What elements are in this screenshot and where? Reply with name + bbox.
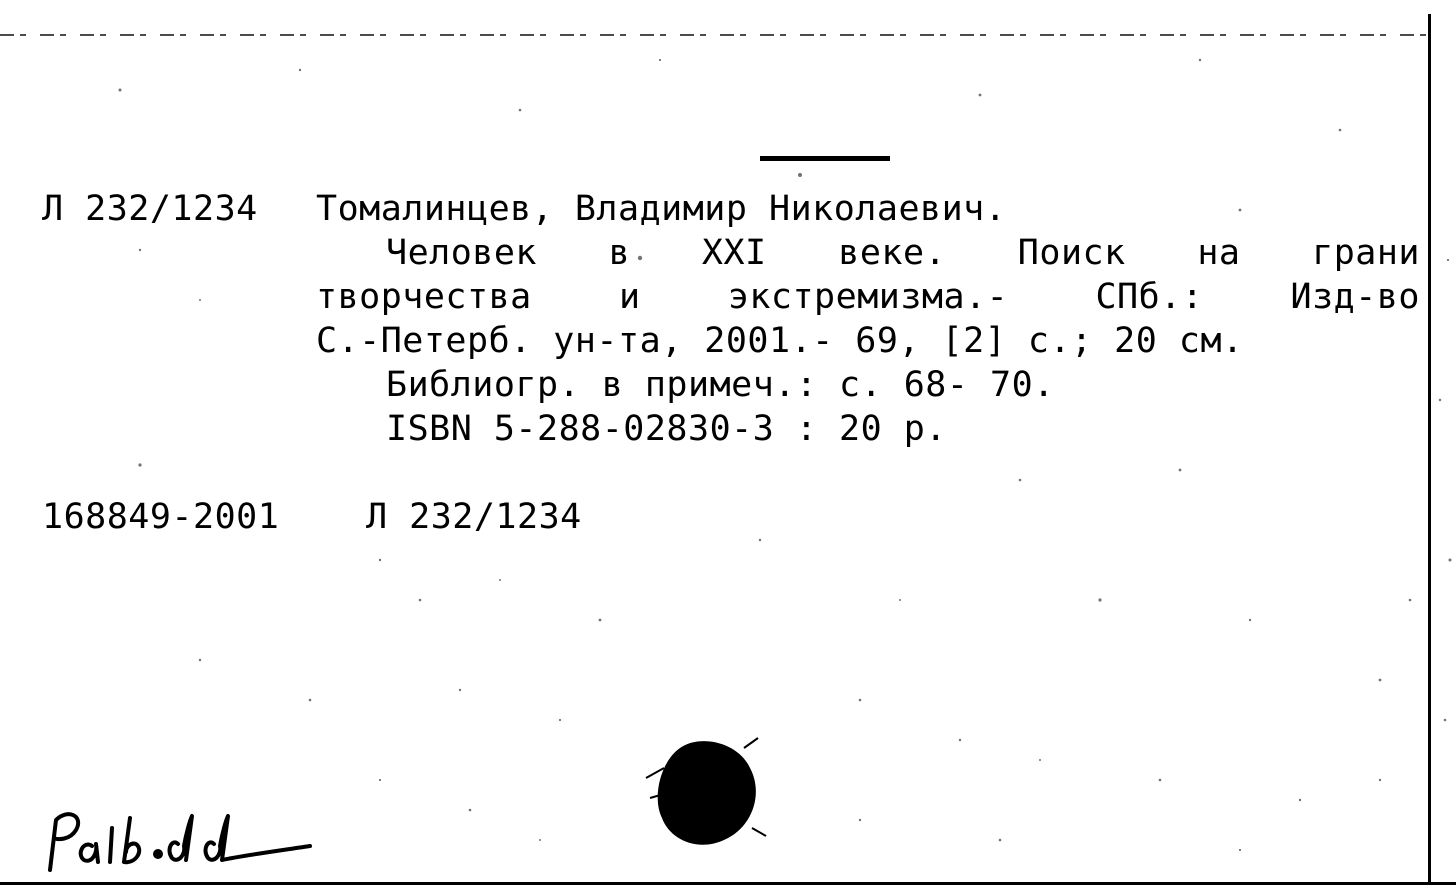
title-word: экстремизма.- xyxy=(727,277,1009,317)
title-word: СПб.: xyxy=(1095,277,1204,317)
title-word: грани xyxy=(1312,233,1420,273)
bottom-border xyxy=(0,882,1456,885)
title-line-2 xyxy=(316,277,1420,317)
publication-line: С.-Петерб. ун-та, 2001.- 69, [2] с.; 20 см. xyxy=(316,321,1244,361)
title-word: Человек xyxy=(386,233,538,273)
title-line-1 xyxy=(386,233,1420,273)
shelfmark: Л 232/1234 xyxy=(42,189,258,229)
punched-hole xyxy=(640,728,770,858)
title-word: на xyxy=(1197,233,1241,273)
title-word: и xyxy=(618,277,641,317)
title-word: в xyxy=(608,233,631,273)
shelfmark-repeat: Л 232/1234 xyxy=(366,497,582,537)
short-rule xyxy=(760,156,890,161)
top-border xyxy=(0,34,1430,36)
title-word: XXI xyxy=(701,233,767,273)
right-border xyxy=(1428,14,1431,884)
title-word: Поиск xyxy=(1017,233,1126,273)
title-word: творчества xyxy=(316,277,532,317)
handwritten-note xyxy=(40,790,320,880)
bibliography-note: Библиогр. в примеч.: с. 68- 70. xyxy=(386,365,1055,405)
author-heading: Томалинцев, Владимир Николаевич. xyxy=(316,189,1007,229)
title-word: веке. xyxy=(838,233,947,273)
isbn-price: ISBN 5-288-02830-3 : 20 р. xyxy=(386,409,947,449)
title-word: Изд-во xyxy=(1290,277,1420,317)
accession-number: 168849-2001 xyxy=(42,497,280,537)
